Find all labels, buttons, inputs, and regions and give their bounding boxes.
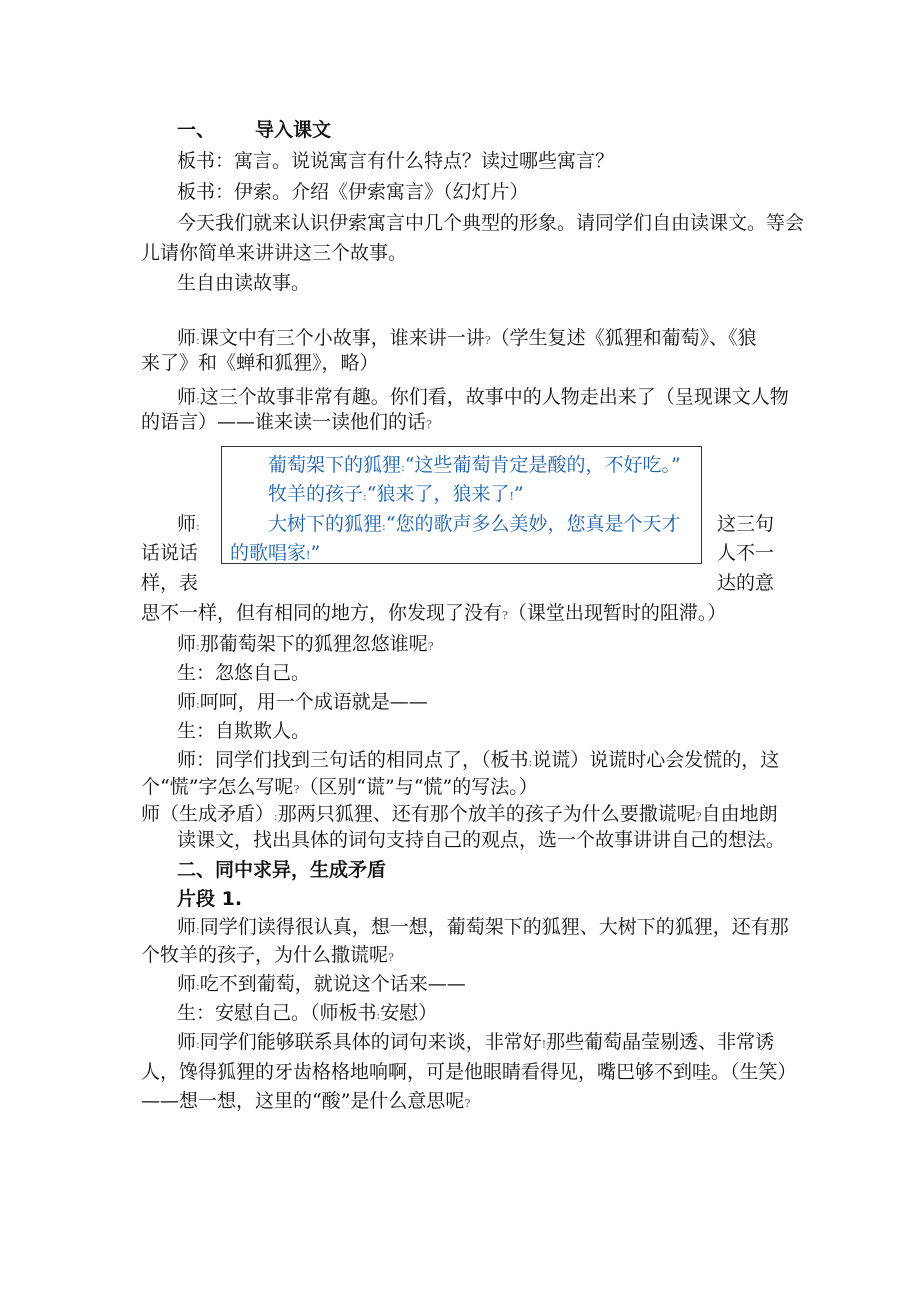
- paragraph: 师:同学们读得很认真，想一想，葡萄架下的狐狸、大树下的狐狸，还有那: [177, 916, 789, 938]
- quote-line: 葡萄架下的狐狸:“这些葡萄肯定是酸的，不好吃。”: [268, 454, 681, 476]
- paragraph: 思不一样，但有相同的地方，你发现了没有?（课堂出现暂时的阻滞。）: [141, 602, 727, 624]
- quote-line: 大树下的狐狸:“您的歌声多么美妙，您真是个天才: [268, 513, 681, 535]
- paragraph: 板书：寓言。说说寓言有什么特点？读过哪些寓言？: [177, 150, 615, 172]
- paragraph: 儿请你简单来讲讲这三个故事。: [141, 242, 408, 264]
- side-text: 样，表: [141, 572, 199, 594]
- paragraph: 的语言）——谁来读一读他们的话?: [141, 411, 432, 433]
- fragment-label: 片段 1.: [177, 888, 243, 910]
- paragraph: 师:吃不到葡萄，就说这个话来——: [177, 973, 466, 995]
- paragraph: 师:课文中有三个小故事，谁来讲一讲?（学生复述《狐狸和葡萄》、《狼: [177, 327, 757, 349]
- paragraph: 生自由读故事。: [177, 272, 311, 294]
- quote-line: 的歌唱家!”: [230, 542, 321, 564]
- side-text: 师:: [177, 513, 200, 535]
- paragraph: 师:那葡萄架下的狐狸忽悠谁呢?: [177, 633, 434, 655]
- paragraph: 个牧羊的孩子，为什么撒谎呢?: [141, 944, 394, 966]
- section-title: 导入课文: [255, 119, 332, 141]
- paragraph: ——想一想，这里的“酸”是什么意思呢?: [141, 1090, 471, 1112]
- section-number: 一、: [177, 119, 216, 141]
- paragraph: 生：自欺欺人。: [177, 720, 311, 742]
- paragraph: 来了》和《蝉和狐狸》，略）: [141, 352, 379, 374]
- section-heading-1: [177, 118, 331, 142]
- side-text: 这三句: [717, 513, 775, 535]
- paragraph: 今天我们就来认识伊索寓言中几个典型的形象。请同学们自由读课文。等会: [177, 212, 805, 234]
- paragraph: 个“慌”字怎么写呢?（区别“谎”与“慌”的写法。）: [141, 776, 538, 798]
- paragraph: 生：安慰自己。（师板书:安慰）: [177, 1002, 438, 1024]
- quote-line: 牧羊的孩子:“狼来了，狼来了!”: [268, 483, 524, 505]
- paragraph: 人，馋得狐狸的牙齿格格地响啊，可是他眼睛看得见，嘴巴够不到哇。（生笑）: [141, 1061, 797, 1083]
- paragraph: 师:这三个故事非常有趣。你们看，故事中的人物走出来了（呈现课文人物: [177, 386, 789, 408]
- quotation-box: [221, 446, 702, 564]
- paragraph: 师:呵呵，用一个成语就是——: [177, 691, 428, 713]
- paragraph: 师（生成矛盾）:那两只狐狸、还有那个放羊的孩子为什么要撒谎呢?自由地朗: [141, 803, 778, 825]
- paragraph: 板书：伊索。介绍《伊索寓言》（幻灯片）: [177, 181, 529, 203]
- side-text: 达的意: [717, 572, 775, 594]
- paragraph: 生：忽悠自己。: [177, 662, 311, 684]
- paragraph: 读课文，找出具体的词句支持自己的观点，选一个故事讲讲自己的想法。: [177, 829, 786, 851]
- section-heading-2: 二、同中求异，生成矛盾: [177, 859, 387, 881]
- side-text: 话说话: [141, 542, 199, 564]
- paragraph: 师：同学们找到三句话的相同点了，（板书:说谎）说谎时心会发慌的，这: [177, 749, 780, 771]
- paragraph: 师:同学们能够联系具体的词句来谈，非常好!那些葡萄晶莹剔透、非常诱: [177, 1031, 775, 1053]
- side-text: 人不一: [717, 542, 775, 564]
